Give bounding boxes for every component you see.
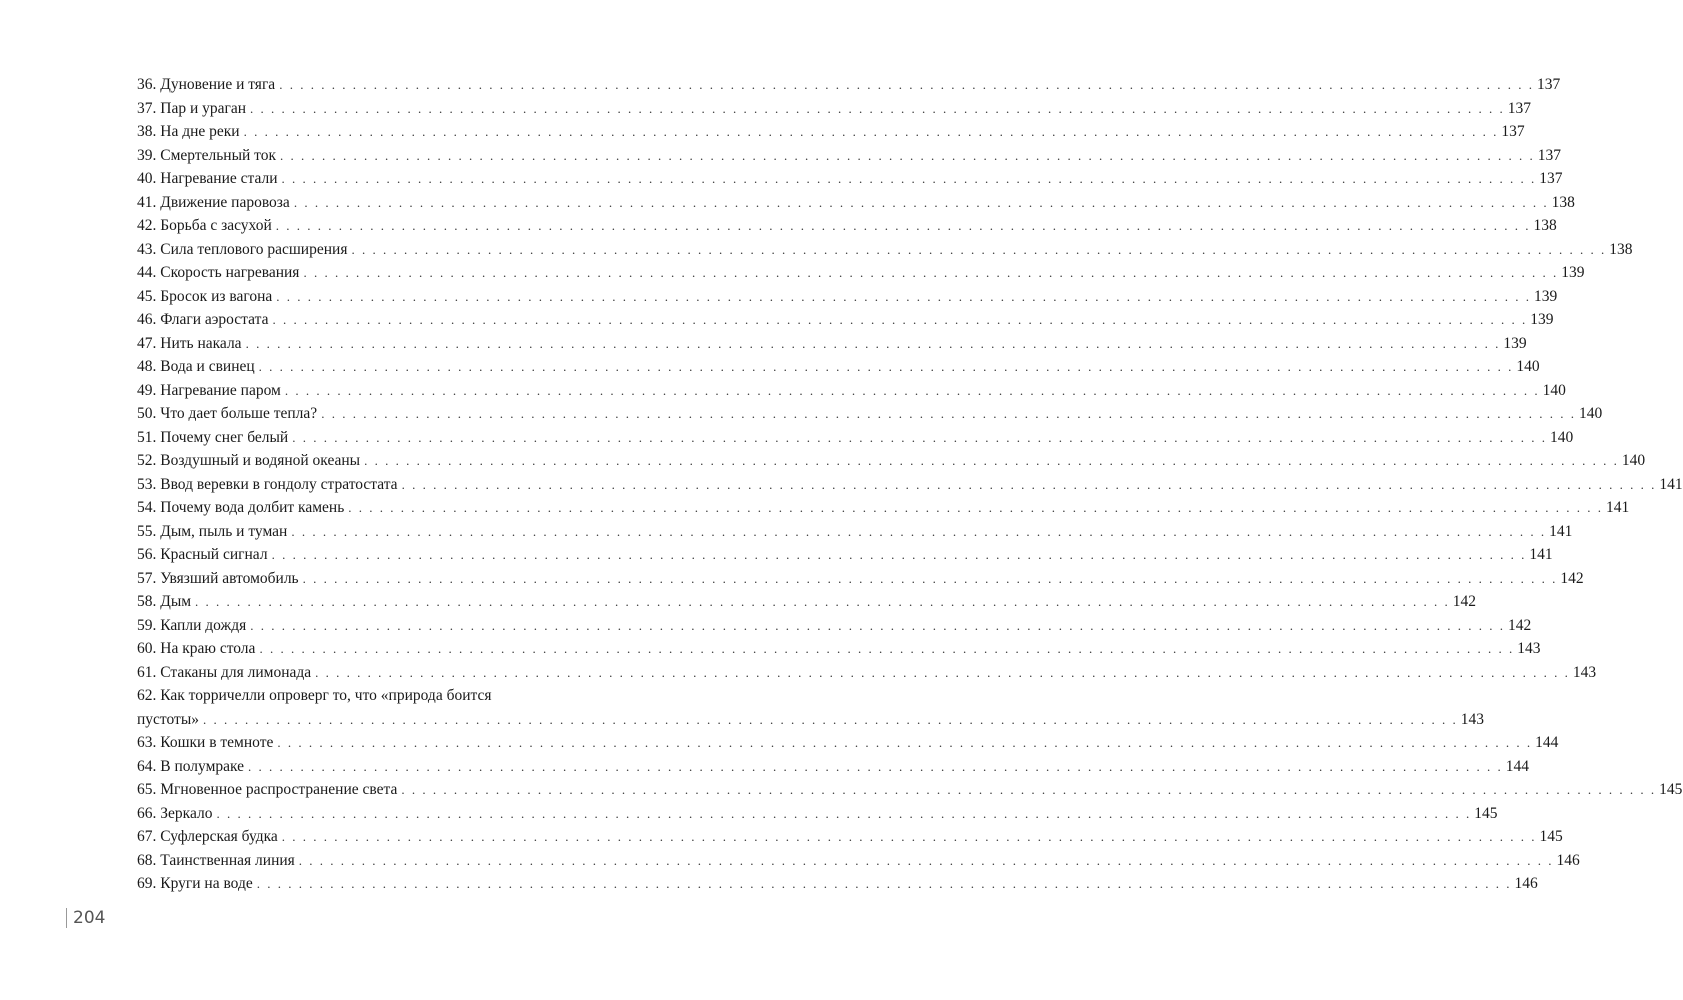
toc-entry-title: 46. Флаги аэростата bbox=[137, 311, 269, 328]
toc-entry-page: 137 bbox=[1507, 99, 1532, 117]
toc-entry-title: 59. Капли дождя bbox=[137, 616, 247, 634]
toc-entry-title: 41. Движение паровоза bbox=[137, 193, 290, 211]
dot-leader: . . . . . . . . . . . . . . . . . . . . . . . . . . . . . . . . . . . . . . . . . . . . . . . . . . . . . . . . . . . . . . . . . . . . . . . . . . . . . . . . . . . . . . . . . . . . . . . . . . . . . . . . . . . . . . . . . . . . . . . . bbox=[216, 805, 1472, 821]
toc-entry bbox=[137, 167, 1563, 191]
toc-entry-page: 139 bbox=[1530, 311, 1554, 328]
toc-entry-page: 140 bbox=[1621, 452, 1646, 469]
toc-entry bbox=[137, 261, 1585, 285]
toc-entry-title: 61. Стаканы для лимонада bbox=[137, 663, 312, 681]
toc-entry-page: 141 bbox=[1606, 499, 1630, 516]
toc-entry-page: 140 bbox=[1549, 428, 1574, 446]
table-of-contents bbox=[137, 73, 1683, 896]
dot-leader: . . . . . . . . . . . . . . . . . . . . . . . . . . . . . . . . . . . . . . . . . . . . . . . . . . . . . . . . . . . . . . . . . . . . . . . . . . . . . . . . . . . . . . . . . . . . . . . . . . . . . . . . . . . . . . . . . . . . . . . . bbox=[298, 852, 1554, 868]
dot-leader: . . . . . . . . . . . . . . . . . . . . . . . . . . . . . . . . . . . . . . . . . . . . . . . . . . . . . . . . . . . . . . . . . . . . . . . . . . . . . . . . . . . . . . . . . . . . . . . . . . . . . . . . . . . . . . . . . . . . . . . . bbox=[281, 829, 1537, 844]
dot-leader: . . . . . . . . . . . . . . . . . . . . . . . . . . . . . . . . . . . . . . . . . . . . . . . . . . . . . . . . . . . . . . . . . . . . . . . . . . . . . . . . . . . . . . . . . . . . . . . . . . . . . . . . . . . . . . . . . . . . . . . . bbox=[281, 171, 1537, 186]
dot-leader: . . . . . . . . . . . . . . . . . . . . . . . . . . . . . . . . . . . . . . . . . . . . . . . . . . . . . . . . . . . . . . . . . . . . . . . . . . . . . . . . . . . . . . . . . . . . . . . . . . . . . . . . . . . . . . . . . . . . . . . . bbox=[245, 335, 1501, 351]
dot-leader: . . . . . . . . . . . . . . . . . . . . . . . . . . . . . . . . . . . . . . . . . . . . . . . . . . . . . . . . . . . . . . . . . . . . . . . . . . . . . . . . . . . . . . . . . . . . . . . . . . . . . . . . . . . . . . . . . . . . . . . . bbox=[256, 876, 1512, 891]
toc-entry bbox=[137, 543, 1553, 567]
toc-entry-title: 45. Бросок из вагона bbox=[137, 287, 273, 305]
toc-entry-title: 37. Пар и ураган bbox=[137, 99, 247, 117]
toc-entry-page: 141 bbox=[1659, 475, 1683, 493]
toc-entry bbox=[137, 97, 1532, 121]
toc-entry-title: 42. Борьба с засухой bbox=[137, 217, 272, 234]
dot-leader: . . . . . . . . . . . . . . . . . . . . . . . . . . . . . . . . . . . . . . . . . . . . . . . . . . . . . . . . . . . . . . . . . . . . . . . . . . . . . . . . . . . . . . . . . . . . . . . . . . . . . . . . . . . . . . . . . . . . . . . . bbox=[321, 406, 1576, 421]
dot-leader: . . . . . . . . . . . . . . . . . . . . . . . . . . . . . . . . . . . . . . . . . . . . . . . . . . . . . . . . . . . . . . . . . . . . . . . . . . . . . . . . . . . . . . . . . . . . . . . . . . . . . . . . . . . . . . . . . . . . . . . . bbox=[277, 735, 1533, 750]
dot-leader: . . . . . . . . . . . . . . . . . . . . . . . . . . . . . . . . . . . . . . . . . . . . . . . . . . . . . . . . . . . . . . . . . . . . . . . . . . . . . . . . . . . . . . . . . . . . . . . . . . . . . . . . . . . . . . . . . . . . . . . . bbox=[291, 523, 1547, 539]
toc-entry bbox=[137, 426, 1574, 450]
toc-entry-title: 68. Таинственная линия bbox=[137, 851, 295, 869]
toc-entry-page: 146 bbox=[1556, 851, 1580, 869]
toc-entry-title: 55. Дым, пыль и туман bbox=[137, 522, 288, 540]
toc-entry-title: 62. Как торричелли опроверг то, что «природа боится bbox=[137, 687, 492, 704]
dot-leader: . . . . . . . . . . . . . . . . . . . . . . . . . . . . . . . . . . . . . . . . . . . . . . . . . . . . . . . . . . . . . . . . . . . . . . . . . . . . . . . . . . . . . . . . . . . . . . . . . . . . . . . . . . . . . . . . . . . . . . . . bbox=[351, 241, 1607, 257]
toc-entry-page: 137 bbox=[1501, 123, 1525, 140]
toc-entry bbox=[137, 402, 1603, 426]
toc-entry-page: 139 bbox=[1561, 264, 1585, 281]
dot-leader: . . . . . . . . . . . . . . . . . . . . . . . . . . . . . . . . . . . . . . . . . . . . . . . . . . . . . . . . . . . . . . . . . . . . . . . . . . . . . . . . . . . . . . . . . . . . . . . . . . . . . . . . . . . . . . . . . . . . . . . . bbox=[364, 453, 1619, 468]
toc-entry-title: 67. Суфлерская будка bbox=[137, 828, 278, 845]
dot-leader: . . . . . . . . . . . . . . . . . . . . . . . . . . . . . . . . . . . . . . . . . . . . . . . . . . . . . . . . . . . . . . . . . . . . . . . . . . . . . . . . . . . . . . . . . . . . . . . . . . . . . . . . . . . . . . . . . . . . . . . . bbox=[401, 782, 1657, 797]
dot-leader: . . . . . . . . . . . . . . . . . . . . . . . . . . . . . . . . . . . . . . . . . . . . . . . . . . . . . . . . . . . . . . . . . . . . . . . . . . . . . . . . . . . . . . . . . . . . . . . . . . . . . . . . . . . . . . . . . . . . . . . . bbox=[302, 570, 1558, 586]
toc-entry-page: 145 bbox=[1474, 804, 1498, 822]
toc-entry-page: 140 bbox=[1578, 405, 1603, 422]
toc-entry-title: 43. Сила теплового расширения bbox=[137, 240, 348, 258]
toc-entry-title: 66. Зеркало bbox=[137, 804, 213, 822]
toc-entry bbox=[137, 684, 581, 708]
toc-entry-title: 49. Нагревание паром bbox=[137, 381, 281, 399]
dot-leader: . . . . . . . . . . . . . . . . . . . . . . . . . . . . . . . . . . . . . . . . . . . . . . . . . . . . . . . . . . . . . . . . . . . . . . . . . . . . . . . . . . . . . . . . . . . . . . . . . . . . . . . . . . . . . . . . . . . . . . . . bbox=[284, 382, 1540, 398]
dot-leader: . . . . . . . . . . . . . . . . . . . . . . . . . . . . . . . . . . . . . . . . . . . . . . . . . . . . . . . . . . . . . . . . . . . . . . . . . . . . . . . . . . . . . . . . . . . . . . . . . . . . . . . . . . . . . . . . . . . . . . . . bbox=[250, 100, 1505, 116]
page-number-text: 204 bbox=[73, 908, 106, 928]
toc-entry bbox=[137, 637, 1541, 661]
dot-leader: . . . . . . . . . . . . . . . . . . . . . . . . . . . . . . . . . . . . . . . . . . . . . . . . . . . . . . . . . . . . . . . . . . . . . . . . . . . . . . . . . . . . . . . . . . . . . . . . . . . . . . . . . . . . . . . . . . . . . . . . bbox=[292, 429, 1547, 445]
toc-entry-title: 56. Красный сигнал bbox=[137, 546, 268, 563]
toc-entry-page: 139 bbox=[1503, 334, 1527, 352]
dot-leader: . . . . . . . . . . . . . . . . . . . . . . . . . . . . . . . . . . . . . . . . . . . . . . . . . . . . . . . . . . . . . . . . . . . . . . . . . . . . . . . . . . . . . . . . . . . . . . . . . . . . . . . . . . . . . . . . . . . . . . . . bbox=[315, 664, 1570, 680]
toc-entry-title: 47. Нить накала bbox=[137, 334, 242, 352]
toc-entry-page: 144 bbox=[1535, 734, 1559, 751]
toc-entry-title: 63. Кошки в темноте bbox=[137, 734, 274, 751]
dot-leader: . . . . . . . . . . . . . . . . . . . . . . . . . . . . . . . . . . . . . . . . . . . . . . . . . . . . . . . . . . . . . . . . . . . . . . . . . . . . . . . . . . . . . . . . . . . . . . . . . . . . . . . . . . . . . . . . . . . . . . . . bbox=[401, 476, 1657, 492]
toc-entry bbox=[137, 191, 1575, 215]
toc-entry bbox=[137, 355, 1540, 379]
toc-entry-page: 143 bbox=[1517, 640, 1541, 657]
toc-entry-page: 137 bbox=[1536, 76, 1561, 93]
toc-entry-title: 40. Нагревание стали bbox=[137, 170, 278, 187]
toc-entry-page: 146 bbox=[1514, 875, 1538, 892]
dot-leader: . . . . . . . . . . . . . . . . . . . . . . . . . . . . . . . . . . . . . . . . . . . . . . . . . . . . . . . . . . . . . . . . . . . . . . . . . . . . . . . . . . . . . . . . . . . . . . . . . . . . . . . . . . . . . . . . . . . . . . . . bbox=[248, 758, 1503, 774]
toc-entry-title: 58. Дым bbox=[137, 593, 192, 610]
toc-entry bbox=[137, 379, 1566, 403]
toc-entry-page: 137 bbox=[1537, 146, 1562, 164]
dot-leader: . . . . . . . . . . . . . . . . . . . . . . . . . . . . . . . . . . . . . . . . . . . . . . . . . . . . . . . . . . . . . . . . . . . . . . . . . . . . . . . . . . . . . . . . . . . . . . . . . . . . . . . . . . . . . . . . . . . . . . . . bbox=[276, 288, 1532, 304]
toc-entry-continuation bbox=[137, 708, 1484, 732]
toc-entry-page: 142 bbox=[1452, 593, 1477, 610]
toc-entry-title: 65. Мгновенное распространение света bbox=[137, 781, 398, 798]
dot-leader: . . . . . . . . . . . . . . . . . . . . . . . . . . . . . . . . . . . . . . . . . . . . . . . . . . . . . . . . . . . . . . . . . . . . . . . . . . . . . . . . . . . . . . . . . . . . . . . . . . . . . . . . . . . . . . . . . . . . . . . . bbox=[259, 641, 1515, 656]
toc-entry-page: 138 bbox=[1533, 217, 1557, 234]
toc-entry-title: 48. Вода и свинец bbox=[137, 358, 255, 375]
toc-entry-title: 50. Что дает больше тепла? bbox=[137, 405, 318, 422]
toc-entry-title-continuation: пустоты» bbox=[137, 710, 199, 728]
toc-entry bbox=[137, 590, 1477, 614]
toc-entry-title: 52. Воздушный и водяной океаны bbox=[137, 452, 361, 469]
toc-entry bbox=[137, 238, 1633, 262]
toc-entry-page: 145 bbox=[1659, 781, 1683, 798]
toc-entry bbox=[137, 802, 1498, 826]
toc-entry bbox=[137, 849, 1580, 873]
toc-entry bbox=[137, 73, 1561, 97]
toc-entry bbox=[137, 308, 1554, 332]
toc-entry bbox=[137, 449, 1646, 473]
toc-entry bbox=[137, 731, 1559, 755]
toc-entry bbox=[137, 285, 1558, 309]
dot-leader: . . . . . . . . . . . . . . . . . . . . . . . . . . . . . . . . . . . . . . . . . . . . . . . . . . . . . . . . . . . . . . . . . . . . . . . . . . . . . . . . . . . . . . . . . . . . . . . . . . . . . . . . . . . . . . . . . . . . . . . . bbox=[348, 500, 1604, 515]
dot-leader: . . . . . . . . . . . . . . . . . . . . . . . . . . . . . . . . . . . . . . . . . . . . . . . . . . . . . . . . . . . . . . . . . . . . . . . . . . . . . . . . . . . . . . . . . . . . . . . . . . . . . . . . . . . . . . . . . . . . . . . . bbox=[195, 594, 1450, 609]
toc-entry bbox=[137, 473, 1683, 497]
dot-leader: . . . . . . . . . . . . . . . . . . . . . . . . . . . . . . . . . . . . . . . . . . . . . . . . . . . . . . . . . . . . . . . . . . . . . . . . . . . . . . . . . . . . . . . . . . . . . . . . . . . . . . . . . . . . . . . . . . . . . . . . bbox=[243, 124, 1499, 139]
dot-leader: . . . . . . . . . . . . . . . . . . . . . . . . . . . . . . . . . . . . . . . . . . . . . . . . . . . . . . . . . . . . . . . . . . . . . . . . . . . . . . . . . . . . . . . . . . . . . . . . . . . . . . . . . . . . . . . . . . . . . . . . bbox=[303, 265, 1559, 280]
toc-entry-page: 140 bbox=[1516, 358, 1540, 375]
toc-entry-title: 44. Скорость нагревания bbox=[137, 264, 300, 281]
toc-entry-page: 140 bbox=[1542, 381, 1566, 399]
dot-leader: . . . . . . . . . . . . . . . . . . . . . . . . . . . . . . . . . . . . . . . . . . . . . . . . . . . . . . . . . . . . . . . . . . . . . . . . . . . . . . . . . . . . . . . . . . . . . . . . . . . . . . . . . . . . . . . . . . . . . . . . bbox=[258, 359, 1514, 374]
toc-entry bbox=[137, 661, 1597, 685]
dot-leader: . . . . . . . . . . . . . . . . . . . . . . . . . . . . . . . . . . . . . . . . . . . . . . . . . . . . . . . . . . . . . . . . . . . . . . . . . . . . . . . . . . . . . . . . . . . . . . . . . . . . . . . . . . . . . . . . . . . . . . . . bbox=[250, 617, 1505, 633]
toc-entry-title: 36. Дуновение и тяга bbox=[137, 76, 276, 93]
dot-leader: . . . . . . . . . . . . . . . . . . . . . . . . . . . . . . . . . . . . . . . . . . . . . . . . . . . . . . . . . . . . . . . . . . . . . . . . . . . . . . . . . . . . . . . . . . . . . . . . . . . . . . . . . . . . . . . . . . . . . . . . bbox=[280, 147, 1535, 163]
toc-entry-page: 143 bbox=[1572, 663, 1597, 681]
toc-entry-page: 137 bbox=[1539, 170, 1563, 187]
dot-leader: . . . . . . . . . . . . . . . . . . . . . . . . . . . . . . . . . . . . . . . . . . . . . . . . . . . . . . . . . . . . . . . . . . . . . . . . . . . . . . . . . . . . . . . . . . . . . . . . . . . . . . . . . . . . . . . . . . . . . . . . bbox=[271, 547, 1527, 562]
toc-entry bbox=[137, 567, 1584, 591]
toc-entry-title: 69. Круги на воде bbox=[137, 875, 253, 892]
toc-entry bbox=[137, 120, 1525, 144]
page-number-divider bbox=[66, 908, 67, 928]
dot-leader: . . . . . . . . . . . . . . . . . . . . . . . . . . . . . . . . . . . . . . . . . . . . . . . . . . . . . . . . . . . . . . . . . . . . . . . . . . . . . . . . . . . . . . . . . . . . . . . . . . . . . . . . . . . . . . . . . . . . . . . . bbox=[202, 711, 1458, 727]
toc-entry-title: 57. Увязший автомобиль bbox=[137, 569, 299, 587]
toc-entry-title: 53. Ввод веревки в гондолу стратостата bbox=[137, 475, 398, 493]
toc-entry-title: 64. В полумраке bbox=[137, 757, 245, 775]
toc-entry-page: 142 bbox=[1507, 616, 1532, 634]
page-number bbox=[66, 908, 105, 928]
toc-entry bbox=[137, 520, 1573, 544]
toc-entry-title: 39. Смертельный ток bbox=[137, 146, 277, 164]
toc-entry-title: 60. На краю стола bbox=[137, 640, 256, 657]
toc-entry bbox=[137, 332, 1527, 356]
toc-entry bbox=[137, 614, 1532, 638]
toc-entry bbox=[137, 214, 1557, 238]
dot-leader: . . . . . . . . . . . . . . . . . . . . . . . . . . . . . . . . . . . . . . . . . . . . . . . . . . . . . . . . . . . . . . . . . . . . . . . . . . . . . . . . . . . . . . . . . . . . . . . . . . . . . . . . . . . . . . . . . . . . . . . . bbox=[275, 218, 1531, 233]
toc-entry-page: 144 bbox=[1505, 757, 1530, 775]
toc-entry-page: 138 bbox=[1551, 193, 1575, 211]
toc-entry-title: 51. Почему снег белый bbox=[137, 428, 289, 446]
toc-entry bbox=[137, 872, 1538, 896]
toc-entry-page: 141 bbox=[1549, 522, 1573, 540]
dot-leader: . . . . . . . . . . . . . . . . . . . . . . . . . . . . . . . . . . . . . . . . . . . . . . . . . . . . . . . . . . . . . . . . . . . . . . . . . . . . . . . . . . . . . . . . . . . . . . . . . . . . . . . . . . . . . . . . . . . . . . . . bbox=[293, 194, 1549, 210]
toc-entry bbox=[137, 144, 1562, 168]
toc-entry bbox=[137, 778, 1683, 802]
toc-entry-page: 139 bbox=[1534, 287, 1558, 305]
toc-entry-title: 54. Почему вода долбит камень bbox=[137, 499, 345, 516]
toc-entry-page: 143 bbox=[1460, 710, 1484, 728]
toc-entry-page: 145 bbox=[1539, 828, 1563, 845]
toc-entry bbox=[137, 825, 1563, 849]
toc-entry bbox=[137, 496, 1630, 520]
toc-entry-page: 141 bbox=[1529, 546, 1553, 563]
dot-leader: . . . . . . . . . . . . . . . . . . . . . . . . . . . . . . . . . . . . . . . . . . . . . . . . . . . . . . . . . . . . . . . . . . . . . . . . . . . . . . . . . . . . . . . . . . . . . . . . . . . . . . . . . . . . . . . . . . . . . . . . bbox=[279, 77, 1534, 92]
dot-leader: . . . . . . . . . . . . . . . . . . . . . . . . . . . . . . . . . . . . . . . . . . . . . . . . . . . . . . . . . . . . . . . . . . . . . . . . . . . . . . . . . . . . . . . . . . . . . . . . . . . . . . . . . . . . . . . . . . . . . . . . bbox=[272, 312, 1528, 327]
toc-entry-page: 138 bbox=[1609, 240, 1633, 258]
toc-entry bbox=[137, 755, 1530, 779]
toc-entry-page: 142 bbox=[1560, 569, 1584, 587]
toc-entry-title: 38. На дне реки bbox=[137, 123, 240, 140]
